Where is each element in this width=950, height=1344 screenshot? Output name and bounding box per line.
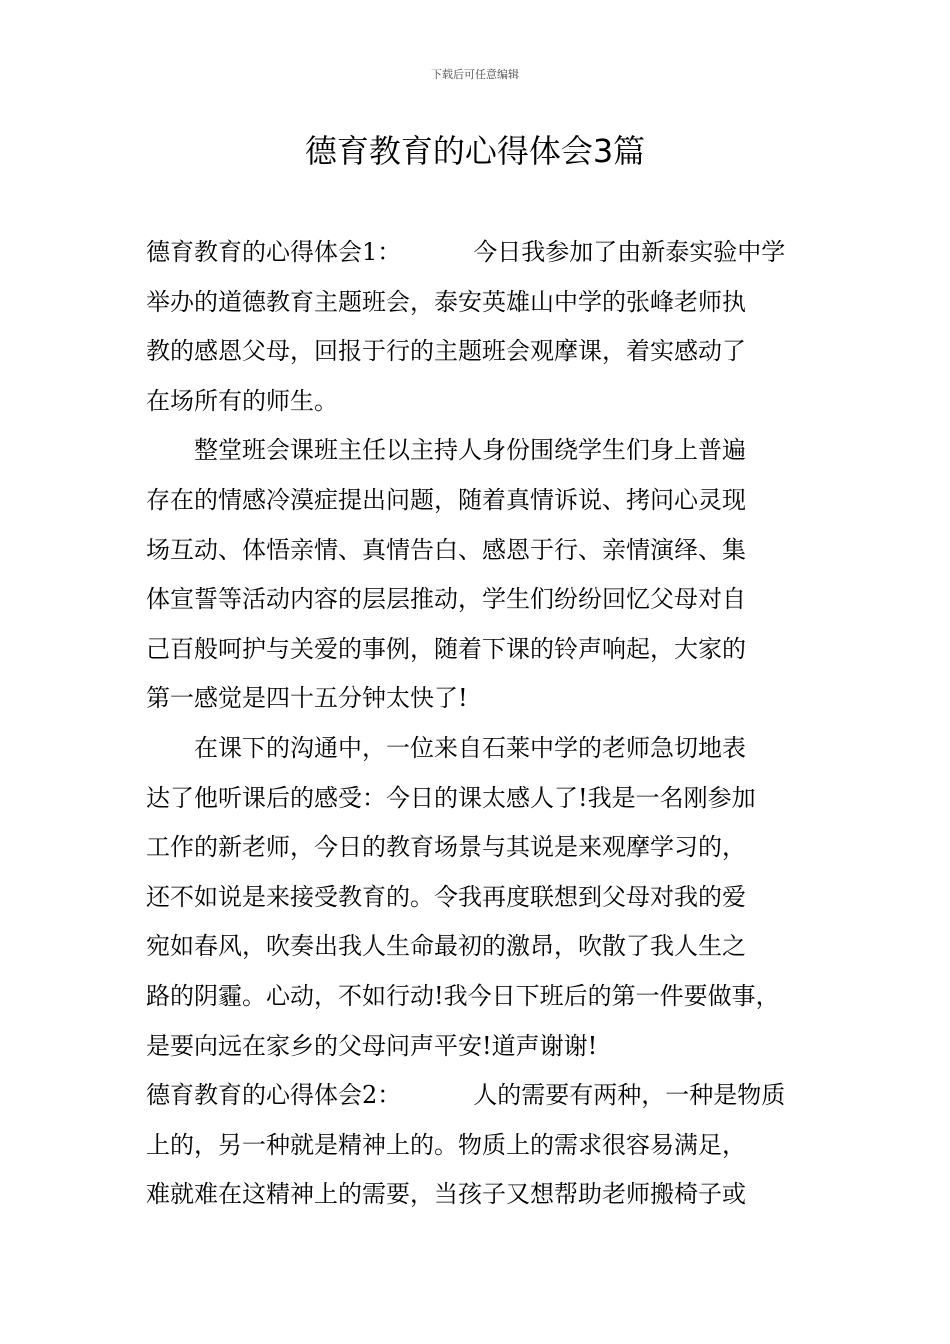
text-line bbox=[146, 1071, 826, 1121]
text-line: 整堂班会课班主任以主持人身份围绕学生们身上普遍 bbox=[146, 436, 746, 465]
document-title: 德育教育的心得体会3篇 bbox=[304, 132, 646, 170]
line-text: 人的需要有两种，一种是物质 bbox=[473, 1081, 786, 1110]
text-line: 是要向远在家乡的父母问声平安!道声谢谢! bbox=[146, 1031, 598, 1060]
text-line: 在课下的沟通中，一位来自石莱中学的老师急切地表 bbox=[146, 733, 746, 762]
text-line bbox=[146, 228, 826, 278]
section-label: 德育教育的心得体会2： bbox=[146, 1081, 402, 1110]
line-text: 今日我参加了由新泰实验中学 bbox=[473, 238, 786, 266]
text-line: 路的阴霾。心动，不如行动!我今日下班后的第一件要做事， bbox=[146, 981, 780, 1010]
text-line: 存在的情感冷漠症提出问题，随着真情诉说、拷问心灵现 bbox=[146, 485, 746, 514]
text-line: 场互动、体悟亲情、真情告白、感恩于行、亲情演绎、集 bbox=[146, 535, 746, 564]
section-label: 德育教育的心得体会1： bbox=[146, 238, 402, 266]
text-line: 达了他听课后的感受：今日的课太感人了!我是一名刚参加 bbox=[146, 783, 756, 812]
text-line: 工作的新老师，今日的教育场景与其说是来观摩学习的， bbox=[146, 833, 746, 862]
header-note: 下载后可任意编辑 bbox=[431, 68, 519, 81]
text-line: 第一感觉是四十五分钟太快了! bbox=[146, 684, 468, 713]
text-line: 在场所有的师生。 bbox=[146, 386, 338, 415]
text-line: 还不如说是来接受教育的。令我再度联想到父母对我的爱 bbox=[146, 882, 746, 911]
text-line: 教的感恩父母，回报于行的主题班会观摩课，着实感动了 bbox=[146, 337, 746, 366]
text-line: 难就难在这精神上的需要，当孩子又想帮助老师搬椅子或 bbox=[146, 1180, 746, 1209]
text-line: 己百般呵护与关爱的事例，随着下课的铃声响起，大家的 bbox=[146, 634, 746, 663]
text-line: 上的，另一种就是精神上的。物质上的需求很容易满足， bbox=[146, 1130, 746, 1159]
text-line: 宛如春风，吹奏出我人生命最初的激昂，吹散了我人生之 bbox=[146, 932, 746, 961]
text-line: 举办的道德教育主题班会，泰安英雄山中学的张峰老师执 bbox=[146, 287, 746, 316]
document-body bbox=[146, 228, 826, 1220]
text-line: 体宣誓等活动内容的层层推动，学生们纷纷回忆父母对自 bbox=[146, 585, 746, 614]
